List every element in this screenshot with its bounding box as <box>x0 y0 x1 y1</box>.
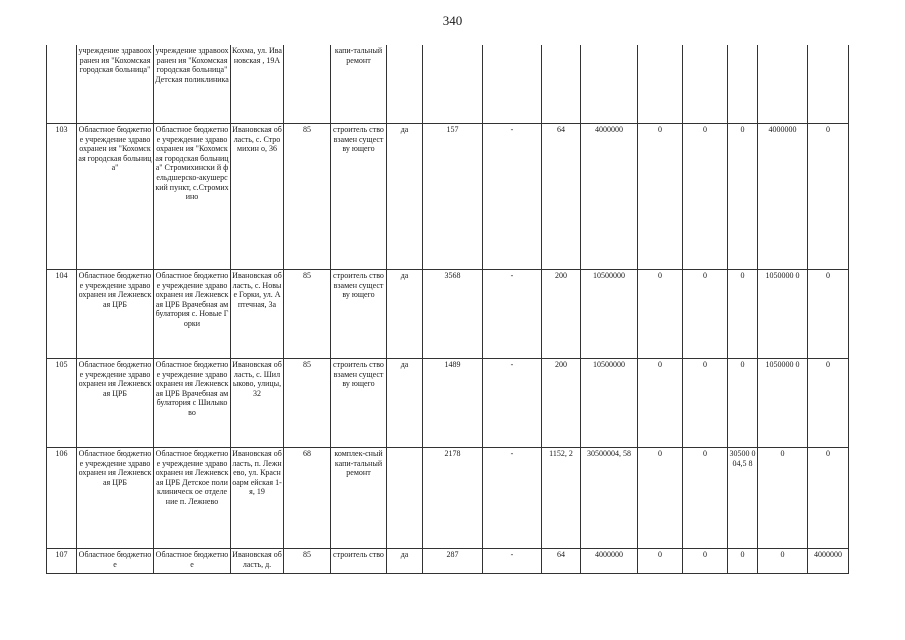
work-type-cell: строитель ство <box>331 549 387 574</box>
capacity-cell: 85 <box>284 124 331 270</box>
year2-cell: 0 <box>683 549 728 574</box>
value-cell: 200 <box>542 270 581 359</box>
cost-cell: 30500004, 58 <box>581 448 638 549</box>
year4-cell: 0 <box>758 448 808 549</box>
cost-cell: 4000000 <box>581 124 638 270</box>
area-cell: 2178 <box>423 448 483 549</box>
area-cell: 157 <box>423 124 483 270</box>
year5-cell: 4000000 <box>808 549 849 574</box>
year1-cell: 0 <box>638 549 683 574</box>
page-number: 340 <box>442 13 463 28</box>
cost-cell: 10500000 <box>581 359 638 448</box>
year5-cell: 0 <box>808 359 849 448</box>
value-cell: 64 <box>542 124 581 270</box>
flag-cell: да <box>387 124 423 270</box>
data-table <box>46 45 849 574</box>
address-cell: Ивановская область, п. Лежнево, ул. Красноарм ейская 1-я, 19 <box>231 448 284 549</box>
object-cell: учреждение здравоохранен ия "Кохомская городская больница" Детская поликлиника <box>154 45 231 124</box>
row-number: 107 <box>47 549 77 574</box>
capacity-cell: 85 <box>284 549 331 574</box>
address-cell: Ивановская область, с. Новые Горки, ул. Аптечная, 3а <box>231 270 284 359</box>
row-number: 103 <box>47 124 77 270</box>
year2-cell <box>683 45 728 124</box>
value-cell: 1152, 2 <box>542 448 581 549</box>
year3-cell: 0 <box>728 270 758 359</box>
year2-cell: 0 <box>683 359 728 448</box>
table-row <box>47 124 849 270</box>
year4-cell: 1050000 0 <box>758 270 808 359</box>
area-cell: 287 <box>423 549 483 574</box>
year5-cell <box>808 45 849 124</box>
capacity-cell: 85 <box>284 359 331 448</box>
year3-cell: 30500 004,5 8 <box>728 448 758 549</box>
work-type-cell: строитель ство взамен существу ющего <box>331 270 387 359</box>
owner-cell: Областное бюджетное <box>77 549 154 574</box>
capacity-cell: 85 <box>284 270 331 359</box>
owner-cell: учреждение здравоохранен ия "Кохомская городская больница" <box>77 45 154 124</box>
flag-cell: да <box>387 270 423 359</box>
address-cell: Ивановская область, с. Стромихин о, 36 <box>231 124 284 270</box>
year1-cell <box>638 45 683 124</box>
year2-cell: 0 <box>683 448 728 549</box>
year2-cell: 0 <box>683 270 728 359</box>
dash-cell: - <box>483 359 542 448</box>
year4-cell: 1050000 0 <box>758 359 808 448</box>
object-cell: Областное бюджетное учреждение здравоохранен ия Лежневская ЦРБ Детское поликлиническ ое отделение п. Лежнево <box>154 448 231 549</box>
object-cell: Областное бюджетное учреждение здравоохранен ия Лежневская ЦРБ Врачебная амбулатория с. Новые Горки <box>154 270 231 359</box>
year3-cell: 0 <box>728 549 758 574</box>
owner-cell: Областное бюджетное учреждение здравоохранен ия Лежневская ЦРБ <box>77 359 154 448</box>
area-cell: 3568 <box>423 270 483 359</box>
cost-cell: 10500000 <box>581 270 638 359</box>
table-row <box>47 270 849 359</box>
year4-cell <box>758 45 808 124</box>
dash-cell: - <box>483 270 542 359</box>
object-cell: Областное бюджетное учреждение здравоохранен ия Лежневская ЦРБ Врачебная амбулатория с Шилыково <box>154 359 231 448</box>
dash-cell <box>483 45 542 124</box>
year1-cell: 0 <box>638 448 683 549</box>
cost-cell: 4000000 <box>581 549 638 574</box>
address-cell: Ивановская область, д. <box>231 549 284 574</box>
flag-cell: да <box>387 359 423 448</box>
year4-cell: 0 <box>758 549 808 574</box>
flag-cell <box>387 45 423 124</box>
year1-cell: 0 <box>638 270 683 359</box>
year1-cell: 0 <box>638 124 683 270</box>
object-cell: Областное бюджетное учреждение здравоохранен ия "Кохомская городская больница" Стромихински й фельдшерско-акушерский пункт, с.Стромихино <box>154 124 231 270</box>
row-number: 105 <box>47 359 77 448</box>
address-cell: Ивановская область, с. Шилыково, улицы, 32 <box>231 359 284 448</box>
table-row <box>47 359 849 448</box>
year3-cell <box>728 45 758 124</box>
work-type-cell: строитель ство взамен существу ющего <box>331 359 387 448</box>
work-type-cell: комплек-сный капи-тальный ремонт <box>331 448 387 549</box>
flag-cell: да <box>387 549 423 574</box>
table-row <box>47 45 849 124</box>
row-number: 106 <box>47 448 77 549</box>
flag-cell <box>387 448 423 549</box>
value-cell <box>542 45 581 124</box>
value-cell: 200 <box>542 359 581 448</box>
row-number <box>47 45 77 124</box>
owner-cell: Областное бюджетное учреждение здравоохранен ия Лежневская ЦРБ <box>77 448 154 549</box>
address-cell: Кохма, ул. Ивановская , 19А <box>231 45 284 124</box>
year5-cell: 0 <box>808 448 849 549</box>
value-cell: 64 <box>542 549 581 574</box>
dash-cell: - <box>483 124 542 270</box>
year1-cell: 0 <box>638 359 683 448</box>
year4-cell: 4000000 <box>758 124 808 270</box>
owner-cell: Областное бюджетное учреждение здравоохранен ия "Кохомская городская больница" <box>77 124 154 270</box>
dash-cell: - <box>483 448 542 549</box>
table-row <box>47 448 849 549</box>
area-cell <box>423 45 483 124</box>
dash-cell: - <box>483 549 542 574</box>
row-number: 104 <box>47 270 77 359</box>
work-type-cell: капи-тальный ремонт <box>331 45 387 124</box>
capacity-cell: 68 <box>284 448 331 549</box>
object-cell: Областное бюджетное <box>154 549 231 574</box>
table-row <box>47 549 849 574</box>
work-type-cell: строитель ство взамен существу ющего <box>331 124 387 270</box>
area-cell: 1489 <box>423 359 483 448</box>
owner-cell: Областное бюджетное учреждение здравоохранен ия Лежневская ЦРБ <box>77 270 154 359</box>
year5-cell: 0 <box>808 270 849 359</box>
year3-cell: 0 <box>728 124 758 270</box>
year5-cell: 0 <box>808 124 849 270</box>
year2-cell: 0 <box>683 124 728 270</box>
year3-cell: 0 <box>728 359 758 448</box>
capacity-cell <box>284 45 331 124</box>
cost-cell <box>581 45 638 124</box>
